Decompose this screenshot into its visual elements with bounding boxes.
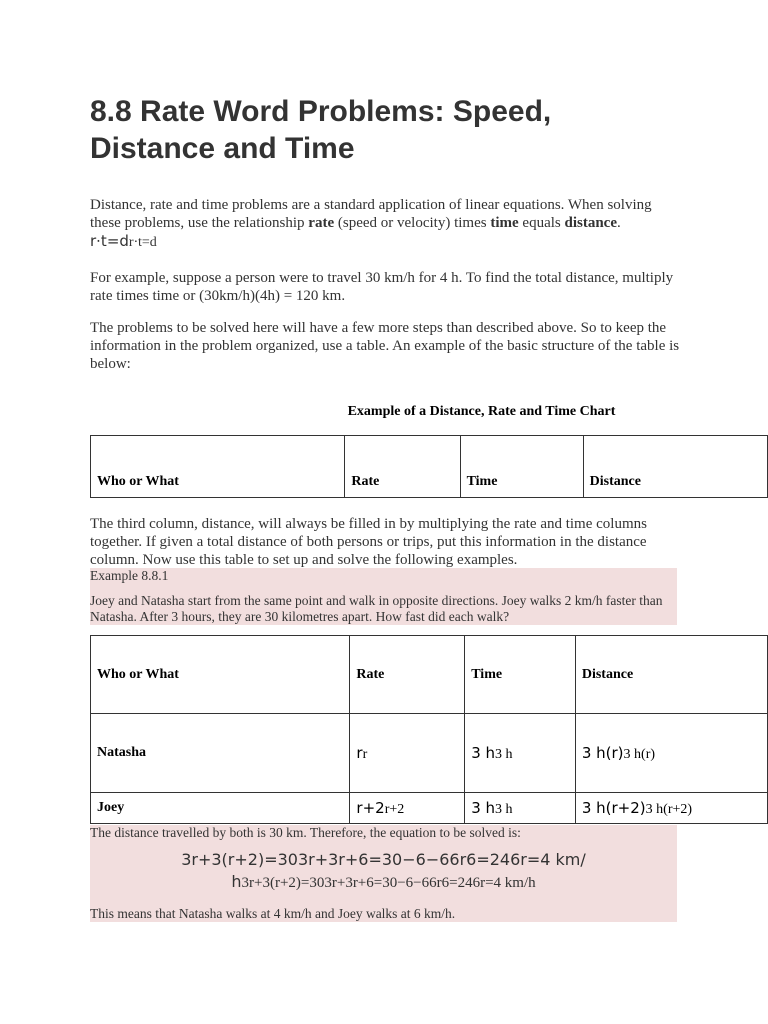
template-table-header-row [91, 436, 768, 498]
equation-inline: 3r+3(r+2)=303r+3r+6=30−6−66r6=246r=4 km/h [241, 875, 536, 891]
equation-display-line2: h [231, 872, 242, 891]
example-header-rate: Rate [350, 636, 465, 714]
table-row [91, 793, 768, 824]
row-rate [350, 793, 465, 824]
distance-display: 3 h(r) [581, 743, 624, 762]
rate-display: r+2 [356, 798, 385, 817]
rate-display: r [356, 743, 363, 762]
intro-text-1: Distance, rate and time problems are a standard application of linear equations. When solving these problems, use the relationship [90, 197, 652, 231]
example-label: Example 8.8.1 [90, 568, 169, 583]
example-paragraph: For example, suppose a person were to travel 30 km/h for 4 h. To find the total distance, multiply rate times time or (30km/h)(4h) = 120 km. [90, 270, 674, 304]
intro-text-3: equals [518, 215, 565, 231]
row-distance [575, 793, 767, 824]
row-rate [350, 714, 465, 793]
intro-text-4: . [616, 215, 621, 231]
table-row [91, 714, 768, 793]
distance-inline: 3 h(r) [623, 746, 656, 762]
example-problem: Joey and Natasha start from the same point and walk in opposite directions. Joey walks 2 km/h faster than Natasha. After 3 hours, they are 30 kilometres apart. How fast did each walk? [90, 593, 663, 624]
row-time [465, 793, 576, 824]
template-header-time: Time [460, 436, 583, 498]
example-table [90, 635, 768, 824]
time-inline: 3 h [495, 801, 513, 817]
distance-word: distance [564, 215, 617, 231]
example-table-header-row [91, 636, 768, 714]
rate-word: rate [308, 215, 335, 231]
formula-inline: r⋅t=d [128, 235, 157, 250]
time-display: 3 h [471, 798, 496, 817]
time-word: time [490, 215, 519, 231]
rate-inline: r+2 [384, 801, 405, 817]
equation-display-line1: 3r+3(r+2)=303r+3r+6=30−6−66r6=246r=4 km/ [181, 850, 586, 869]
third-column-paragraph: The third column, distance, will always be filled in by multiplying the rate and time columns together. If given a total distance of both persons or trips, put this information in the distance column. Now use this table to set up and solve the following examples. [90, 516, 647, 568]
example-header-distance: Distance [575, 636, 767, 714]
solution-lead: The distance travelled by both is 30 km. Therefore, the equation to be solved is: [90, 825, 521, 840]
example-header-time: Time [465, 636, 576, 714]
page-title: 8.8 Rate Word Problems: Speed, Distance and Time [90, 95, 552, 165]
formula-display: r⋅t=d [90, 232, 129, 250]
chart-caption: Example of a Distance, Rate and Time Chart [347, 404, 616, 419]
template-table [90, 435, 768, 498]
solution-conclusion: This means that Natasha walks at 4 km/h and Joey walks at 6 km/h. [90, 906, 456, 921]
row-time [465, 714, 576, 793]
template-header-rate: Rate [345, 436, 460, 498]
intro-text-2: (speed or velocity) times [334, 215, 491, 231]
structure-paragraph: The problems to be solved here will have a few more steps than described above. So to keep the information in the problem organized, use a table. An example of the basic structure of the table is below: [90, 320, 680, 372]
template-header-distance: Distance [583, 436, 767, 498]
time-display: 3 h [471, 743, 496, 762]
example-header-who: Who or What [91, 636, 350, 714]
template-header-who: Who or What [91, 436, 345, 498]
rate-inline: r [362, 746, 368, 762]
row-who: Natasha [91, 714, 350, 793]
intro-paragraph [90, 196, 685, 252]
distance-display: 3 h(r+2) [581, 798, 646, 817]
row-who: Joey [91, 793, 350, 824]
distance-inline: 3 h(r+2) [645, 801, 693, 817]
solution-equation [90, 849, 677, 894]
row-distance [575, 714, 767, 793]
time-inline: 3 h [495, 746, 513, 762]
